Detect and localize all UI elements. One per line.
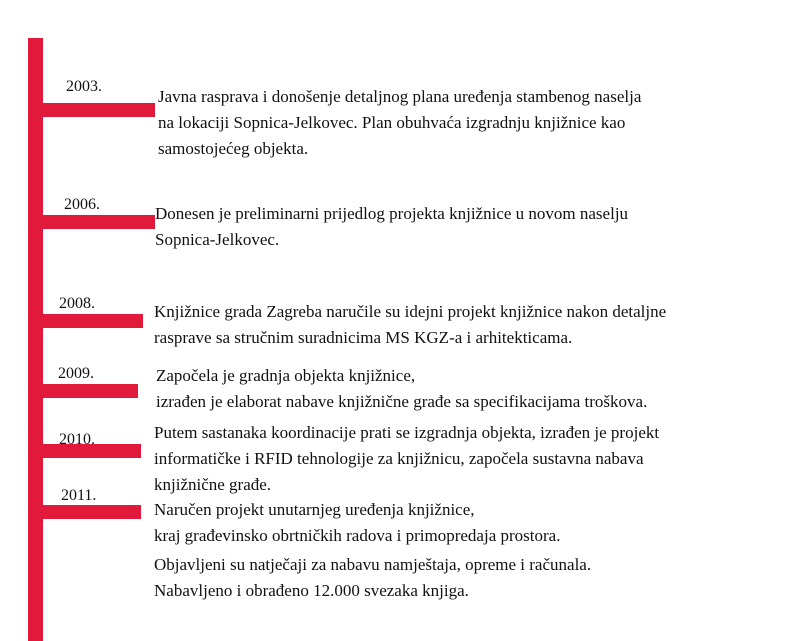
timeline-spine [28,38,43,641]
entry-text-2011: Naručen projekt unutarnjeg uređenja knjižnice, kraj građevinsko obrtničkih radova i primopredaja prostora. [154,500,561,545]
year-label-2011: 2011. [61,487,97,504]
year-label-2008: 2008. [59,295,95,312]
timeline-tick-2011 [28,505,141,519]
timeline-tick-2008 [28,314,143,328]
year-label-2003: 2003. [66,78,102,95]
entry-text-2006: Donesen je preliminarni prijedlog projekta knjižnice u novom naselju Sopnica-Jelkovec. [155,204,629,249]
entry-text-2010: Putem sastanaka koordinacije prati se izgradnja objekta, izrađen je projekt informatičke i RFID tehnologije za knjižnicu, započela sustavna nabava knjižnične građe. [154,423,660,494]
entry-text-2003: Javna rasprava i donošenje detaljnog plana uređenja stambenog naselja na lokaciji Sopnica-Jelkovec. Plan obuhvaća izgradnju knjižnice kao samostojećeg objekta. [158,87,642,158]
entry-text-2011-continued: Objavljeni su natječaji za nabavu namještaja, opreme i računala. Nabavljeno i obrađeno 12.000 svezaka knjiga. [154,555,592,600]
timeline-tick-2003 [28,103,155,117]
year-label-2010: 2010. [59,431,95,448]
entry-text-2009: Započela je gradnja objekta knjižnice, izrađen je elaborat nabave knjižnične građe sa specifikacijama troškova. [156,366,648,411]
year-label-2009: 2009. [58,365,94,382]
year-label-2006: 2006. [64,196,100,213]
timeline-tick-2009 [28,384,138,398]
entry-text-2008: Knjižnice grada Zagreba naručile su idejni projekt knjižnice nakon detaljne rasprave sa stručnim suradnicima MS KGZ-a i arhitekticama. [154,302,667,347]
timeline-tick-2006 [28,215,155,229]
